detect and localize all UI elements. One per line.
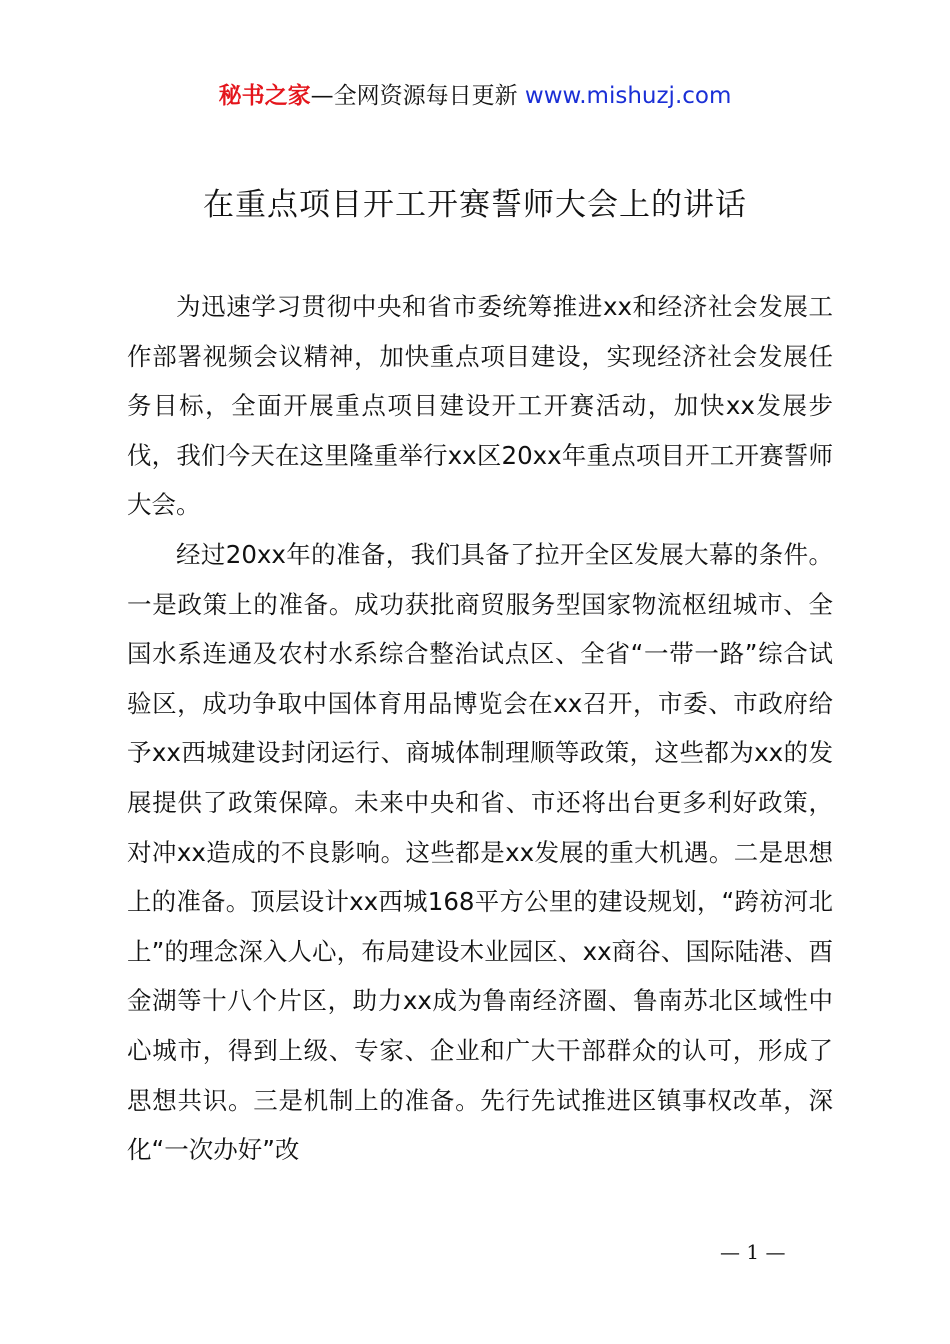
site-header [0, 80, 950, 112]
site-url-link[interactable]: www.mishuzj.com [524, 83, 732, 109]
document-body [127, 282, 833, 1175]
document-title: 在重点项目开工开赛誓师大会上的讲话 [203, 187, 747, 223]
site-slogan: —全网资源每日更新 [310, 83, 518, 109]
site-brand: 秘书之家 [218, 83, 311, 109]
paragraph-2: 经过20xx年的准备，我们具备了拉开全区发展大幕的条件。一是政策上的准备。成功获批商贸服务型国家物流枢纽城市、全国水系连通及农村水系综合整治试点区、全省“一带一路”综合试验区，成功争取中国体育用品博览会在xx召开，市委、市政府给予xx西城建设封闭运行、商城体制理顺等政策，这些都为xx的发展提供了政策保障。未来中央和省、市还将出台更多利好政策，对冲xx造成的不良影响。这些都是xx发展的重大机遇。二是思想上的准备。顶层设计xx西城168平方公里的建设规划，“跨祊河北上”的理念深入人心，布局建设木业园区、xx商谷、国际陆港、酉金湖等十八个片区，助力xx成为鲁南经济圈、鲁南苏北区域性中心城市，得到上级、专家、企业和广大干部群众的认可，形成了思想共识。三是机制上的准备。先行先试推进区镇事权改革，深化“一次办好”改 [127, 539, 833, 1165]
paragraph-1: 为迅速学习贯彻中央和省市委统筹推进xx和经济社会发展工作部署视频会议精神，加快重点项目建设，实现经济社会发展任务目标，全面开展重点项目建设开工开赛活动，加快xx发展步伐，我们今天在这里隆重举行xx区20xx年重点项目开工开赛誓师大会。 [127, 292, 833, 520]
page-number: — 1 — [720, 1240, 786, 1264]
